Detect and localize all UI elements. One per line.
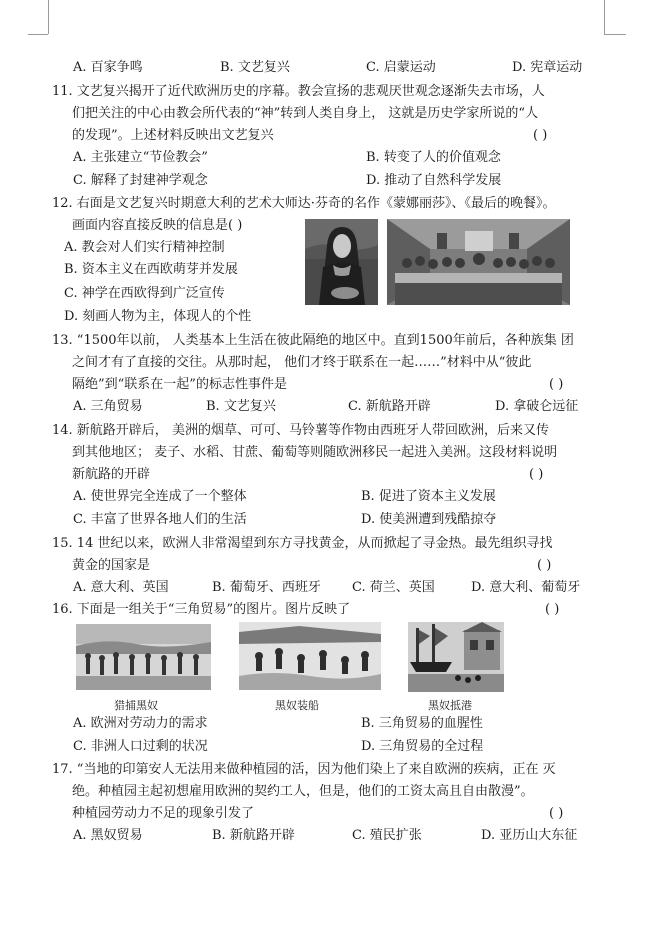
q12-option-d[interactable]: D. 刻画人物为主，体现人的个性 [64,309,252,324]
q12-option-c[interactable]: C. 神学在西欧得到广泛宣传 [64,286,225,301]
q17-option-b[interactable]: B. 新航路开辟 [212,828,295,843]
q10-option-d[interactable]: D. 宪章运动 [512,60,583,75]
caption-slave-arrival: 黑奴抵港 [428,699,472,712]
q10-option-b[interactable]: B. 文艺复兴 [220,60,290,75]
q17-stem-line-2: 绝。种植园主起初想雇用欧洲的契约工人，但是，他们的工资太高且自由散漫”。 [72,784,534,799]
q12-option-b[interactable]: B. 资本主义在西欧萌芽并发展 [64,262,238,277]
q15-option-d[interactable]: D. 意大利、葡萄牙 [471,580,581,595]
q17-option-a[interactable]: A. 黑奴贸易 [73,828,143,843]
q11-option-a[interactable]: A. 主张建立“节俭教会” [73,150,208,165]
q11-option-b[interactable]: B. 转变了人的价值观念 [366,150,501,165]
crop-mark-top-left-v [48,0,49,34]
q16-answer-blank[interactable]: ( ) [545,602,560,617]
q13-answer-blank[interactable]: ( ) [549,377,564,392]
q11-option-d[interactable]: D. 推动了自然科学发展 [366,173,502,188]
q14-stem-line-1: 14. 新航路开辟后， 美洲的烟草、可可、马铃薯等作物由西班牙人带回欧洲，后来又传 [52,423,549,438]
q17-option-d[interactable]: D. 亚历山大东征 [481,828,578,843]
q16-option-d[interactable]: D. 三角贸易的全过程 [361,739,484,754]
q14-option-b[interactable]: B. 促进了资本主义发展 [361,489,496,504]
q14-stem-line-2: 到其他地区； 麦子、水稻、甘蔗、葡萄等则随欧洲移民一起进入美洲。这段材料说明 [72,445,558,460]
q11-stem-line-2: 们把关注的中心由教会所代表的“神”转到人类自身上， 这就是历史学家所说的“人 [72,106,539,121]
slave-loading-image [239,622,381,690]
q14-option-d[interactable]: D. 使美洲遭到残酷掠夺 [361,512,497,527]
q13-stem-line-1: 13. “1500年以前， 人类基本上生活在彼此隔绝的地区中。直到1500年前后，各种族集 团 [52,333,574,348]
q10-option-c[interactable]: C. 启蒙运动 [366,60,436,75]
q15-stem-line-2: 黄金的国家是 [72,558,151,573]
caption-slave-loading: 黑奴装船 [275,699,319,712]
q14-option-c[interactable]: C. 丰富了世界各地人们的生活 [73,512,247,527]
q15-option-c[interactable]: C. 荷兰、英国 [352,580,435,595]
crop-mark-top-left [28,0,48,34]
q14-option-a[interactable]: A. 使世界完全连成了一个整体 [73,489,247,504]
q15-option-b[interactable]: B. 葡萄牙、西班牙 [212,580,321,595]
q16-stem-line-1: 16. 下面是一组关于“三角贸易”的图片。图片反映了 [52,602,351,617]
q13-stem-line-3: 隔绝”到“联系在一起”的标志性事件是 [72,377,287,392]
slave-hunting-image [76,624,211,690]
q17-stem-line-1: 17. “当地的印第安人无法用来做种植园的活，因为他们染上了来自欧洲的疾病，正在 灭 [52,762,556,777]
q15-stem-line-1: 15. 14 世纪以来，欧洲人非常渴望到东方寻找黄金，从而掀起了寻金热。最先组织寻找 [52,536,553,551]
q13-option-b[interactable]: B. 文艺复兴 [206,399,276,414]
crop-mark-top-right-v [604,0,605,34]
q13-option-a[interactable]: A. 三角贸易 [73,399,143,414]
crop-mark-top-right-h [604,34,626,35]
q15-answer-blank[interactable]: ( ) [537,558,552,573]
q16-option-b[interactable]: B. 三角贸易的血腥性 [361,716,483,731]
q17-answer-blank[interactable]: ( ) [549,806,564,821]
q17-stem-line-3: 种植园劳动力不足的现象引发了 [72,806,255,821]
q15-option-a[interactable]: A. 意大利、英国 [73,580,169,595]
q16-option-c[interactable]: C. 非洲人口过剩的状况 [73,739,208,754]
last-supper-image [387,219,570,305]
q16-option-a[interactable]: A. 欧洲对劳动力的需求 [73,716,208,731]
q14-answer-blank[interactable]: ( ) [529,467,544,482]
q11-stem-line-3: 的发现”。上述材料反映出文艺复兴 [72,128,274,143]
q11-stem-line-1: 11. 文艺复兴揭开了近代欧洲历史的序幕。教会宣扬的悲观厌世观念逐渐失去市场，人 [52,84,545,99]
q13-option-c[interactable]: C. 新航路开辟 [348,399,431,414]
q11-option-c[interactable]: C. 解释了封建神学观念 [73,173,208,188]
q12-stem-line-1: 12. 右面是文艺复兴时期意大利的艺术大师达·芬奇的名作《蒙娜丽莎》、《最后的晚餐》。 [52,196,556,211]
mona-lisa-image [305,219,378,305]
slave-arrival-image [408,622,504,692]
q13-option-d[interactable]: D. 拿破仑远征 [495,399,579,414]
q17-option-c[interactable]: C. 殖民扩张 [352,828,422,843]
q11-answer-blank[interactable]: ( ) [533,128,548,143]
crop-mark-top-left-h [28,34,48,35]
q12-option-a[interactable]: A. 教会对人们实行精神控制 [64,240,225,255]
q14-stem-line-3: 新航路的开辟 [72,467,151,482]
q13-stem-line-2: 之间才有了直接的交往。从那时起， 他们才终于联系在一起……”材料中从“彼此 [72,355,532,370]
caption-slave-hunting: 猎捕黑奴 [114,699,158,712]
q12-stem-line-2: 画面内容直接反映的信息是( ) [72,218,243,233]
q10-option-a[interactable]: A. 百家争鸣 [73,60,143,75]
